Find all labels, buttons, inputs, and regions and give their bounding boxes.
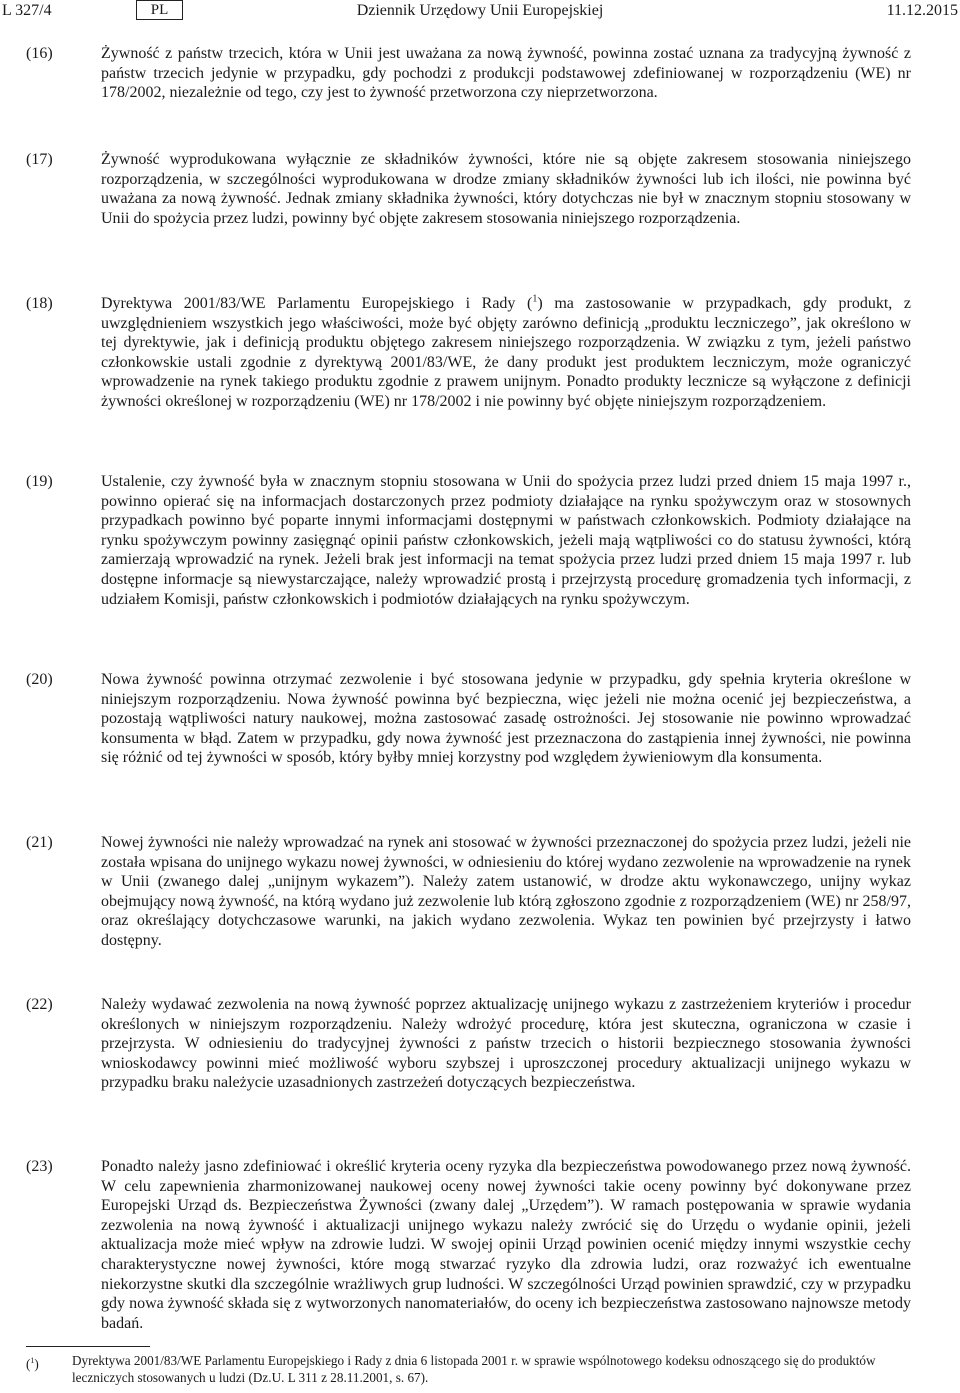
recital-text: Żywność wyprodukowana wyłącznie ze składników żywności, które nie są objęte zakresem stosowania niniejszego rozporządzenia, w szczególności wyprodukowana w drodze zmiany składników żywności lub ich ilości, nie powinna być uważana za nową żywność. Jednak zmiany składnika żywności, który dotychczas nie był w znacznym stopniu stosowany w Unii do spożycia przez ludzi, powinny być objęte zakresem stosowania niniejszego rozporządzenia. (101, 151, 911, 227)
recital-text: Dyrektywa 2001/83/WE Parlamentu Europejskiego i Rady ($^1$) ma zastosowanie w przypadkach, gdy produkt, z uwzględnieniem wszystkich jego właściwości, może być objęty zarówno definicją „produktu leczniczego”, jak określono w tej dyrektywie, jak i definicją produktu objętego zakresem niniejszego rozporządzenia. W związku z tym, jeżeli państwo członkowskie ustali zgodnie z dyrektywą 2001/83/WE, że dany produkt jest produktem leczniczym, może ograniczyć wprowadzenie na rynek takiego produktu zgodnie z prawem unijnym. Ponadto produkty lecznicze są wyłączone z definicji żywności określonej w rozporządzeniu (WE) nr 178/2002 i nie powinny być objęte niniejszym rozporządzeniem. (101, 293, 912, 410)
recital-23 (26, 1157, 911, 1333)
recital-text: Żywność z państw trzecich, która w Unii jest uważana za nową żywność, powinna zostać uznana za tradycyjną żywność z państw trzecich jedynie w przypadku, gdy pochodzi z produkcji podstawowej zdefiniowanej w rozporządzeniu (WE) nr 178/2002, niezależnie od tego, czy jest to żywność przetworzona czy nieprzetworzona. (101, 45, 911, 102)
recital-number: (20) (26, 671, 53, 688)
footnote-marker: ($^1$) (26, 1356, 39, 1372)
recital-22 (26, 995, 911, 1093)
recital-number: (21) (26, 834, 53, 851)
page-reference: L 327/4 (2, 2, 52, 19)
footnote-1 (26, 1353, 911, 1386)
footnote-separator (26, 1346, 150, 1347)
journal-title: Dziennik Urzędowy Unii Europejskiej (356, 2, 604, 19)
recital-text: Ustalenie, czy żywność była w znacznym stopniu stosowana w Unii do spożycia przez ludzi przed dniem 15 maja 1997 r., powinno opierać się na informacjach dostarczonych przez podmioty działające na rynku spożywczym oraz w stosownych przypadkach powinno być poparte innymi informacjami dostępnymi w państwach członkowskich. Podmioty działające na rynku spożywczym powinny zasięgnąć opinii państw członkowskich, jeżeli mają wątpliwości co do statusu żywności, którą zamierzają wprowadzić na rynek. Jeżeli brak jest informacji na temat spożycia przez ludzi przed dniem 15 maja 1997 r. lub dostępne informacje są niewystarczające, należy wprowadzić prostą i przejrzystą procedurę gromadzenia tych informacji, z udziałem Komisji, państw członkowskich i podmiotów działających na rynku spożywczym. (101, 473, 911, 608)
recital-number: (17) (26, 151, 53, 168)
recital-text: Nowej żywności nie należy wprowadzać na rynek ani stosować w żywności przeznaczonej do spożycia przez ludzi, jeżeli nie została wpisana do unijnego wykazu nowej żywności, w odniesieniu do której wydano zezwolenie na wprowadzenie na rynek w Unii (zwanego dalej „unijnym wykazem”). Należy zatem ustanowić, w drodze aktu wykonawczego, unijny wykaz obejmujący nową żywność, na którą wydano już zezwolenie lub którą zgłoszono zgodnie z rozporządzeniem (WE) nr 258/97, oraz określający dotychczasowe warunki, na jakich wydano zezwolenia. Wykaz ten powinien być przejrzysty i łatwo dostępny. (101, 834, 911, 949)
page-header (0, 0, 960, 24)
publication-date: 11.12.2015 (886, 2, 958, 19)
recital-text: Nowa żywność powinna otrzymać zezwolenie i być stosowana jedynie w przypadku, gdy spełnia kryteria określone w niniejszym rozporządzeniu. Nowa żywność powinna być bezpieczna, więc jeżeli nie można ocenić jej bezpieczeństwa, a pozostają wątpliwości natury naukowej, można zastosować zasadę ostrożności. Jej stosowanie nie powinno wprowadzać konsumenta w błąd. Zatem w przypadku, gdy nowa żywność jest przeznaczona do zastąpienia innej żywności, nie powinna się różnić od tej żywności w sposób, który byłby mniej korzystny pod względem żywieniowym dla konsumenta. (101, 671, 911, 767)
recital-20 (26, 670, 911, 768)
recital-number: (23) (26, 1158, 53, 1175)
recital-number: (16) (26, 45, 53, 62)
recital-text: Ponadto należy jasno zdefiniować i określić kryteria oceny ryzyka dla bezpieczeństwa powodowanego przez nową żywność. W celu zapewnienia zharmonizowanej naukowej oceny nowej żywności takie oceny powinny być dokonywane przez Europejski Urząd ds. Bezpieczeństwa Żywności (zwany dalej „Urzędem”). W ramach postępowania w sprawie wydania zezwolenia na nową żywność i aktualizacji unijnego wykazu należy zwrócić się do Urzędu o wydanie opinii, jeżeli aktualizacja może mieć wpływ na zdrowie ludzi. W swojej opinii Urząd powinien ocenić między innymi wszystkie cechy charakterystyczne nowej żywności, które mogą stwarzać ryzyko dla zdrowia ludzi, oraz rozważyć ich ewentualne niekorzystne skutki dla szczególnie wrażliwych grup ludności. W szczególności Urząd powinien sprawdzić, czy w przypadku gdy nowa żywność składa się z wytworzonych nanomateriałów, do oceny ich bezpieczeństwa zastosowano najnowsze metody badań. (101, 1158, 911, 1332)
footnote-reference[interactable]: 1 (532, 293, 538, 305)
recital-21 (26, 833, 911, 951)
recital-number: (18) (26, 295, 53, 312)
recital-number: (22) (26, 996, 53, 1013)
recital-18 (26, 294, 911, 412)
recital-19 (26, 472, 911, 609)
recital-text: Należy wydawać zezwolenia na nową żywność poprzez aktualizację unijnego wykazu z zastrzeżeniem kryteriów i procedur określonych w niniejszym rozporządzeniu. Należy wdrożyć procedurę, która jest skuteczna, ograniczona w czasie i przejrzysta. W odniesieniu do tradycyjnej żywności z państw trzecich o historii bezpiecznego stosowania żywności wnioskodawcy powinni mieć możliwość wyboru szybszej i uproszczonej procedury aktualizacji unijnego wykazu w przypadku braku należycie uzasadnionych zastrzeżeń dotyczących bezpieczeństwa. (101, 996, 911, 1092)
footnote-text: Dyrektywa 2001/83/WE Parlamentu Europejskiego i Rady z dnia 6 listopada 2001 r. w sprawie wspólnotowego kodeksu odnoszącego się do produktów leczniczych stosowanych u ludzi (Dz.U. L 311 z 28.11.2001, s. 67). (72, 1353, 876, 1385)
language-badge: PL (136, 0, 183, 20)
recital-number: (19) (26, 473, 53, 490)
recital-16 (26, 44, 911, 103)
recital-17 (26, 150, 911, 228)
